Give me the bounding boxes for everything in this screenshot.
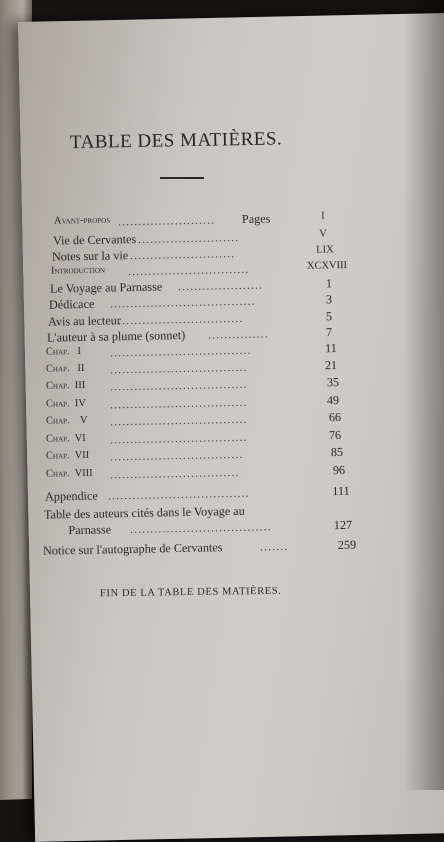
toc-page-number: LIX [316, 244, 334, 256]
toc-page-number: 11 [324, 341, 337, 356]
toc-page-number: 21 [324, 358, 338, 373]
toc-leader-dots: ................................... [129, 519, 272, 536]
toc-page-number: 66 [328, 409, 342, 425]
toc-page-number: 35 [326, 375, 340, 390]
toc-page-number: 7 [325, 325, 333, 340]
page-title: TABLE DES MATIÈRES. [69, 128, 283, 154]
toc-leader-dots: .......................... [129, 246, 236, 263]
toc-page-number: I [321, 210, 325, 222]
toc-page-number: V [319, 228, 327, 240]
toc-leader-dots: ............................... [117, 310, 244, 328]
toc-page-number: 96 [332, 462, 346, 478]
toc-page-number: 127 [333, 517, 353, 533]
toc-entry-label: Avis au lecteur [47, 313, 122, 329]
toc-entry-label: Chap. VI [45, 432, 86, 445]
toc-leader-dots: ....... [259, 538, 289, 554]
toc-page-number: 76 [328, 427, 342, 443]
toc-leader-dots: ......................... [137, 230, 240, 247]
toc-entry-label: Dédicace [48, 296, 95, 312]
toc-entry-label: Vie de Cervantes [52, 232, 137, 248]
toc-page-number: 259 [337, 537, 357, 552]
toc-leader-dots: ................................. [109, 446, 244, 464]
title-rule [160, 177, 204, 179]
toc-leader-dots: .................................. [109, 394, 248, 412]
toc-entry-label: Le Voyage au Parnasse [49, 279, 163, 296]
toc-entry-label: Chap. II [45, 362, 85, 375]
toc-entry-label: Avant-propos [53, 214, 111, 227]
toc-page-number: 1 [325, 276, 333, 291]
toc-entry-label: Chap. VII [45, 449, 90, 462]
toc-page-number: 3 [325, 292, 333, 307]
toc-entry-label: Appendice [44, 488, 98, 504]
toc-leader-dots: ..................... [177, 277, 264, 294]
toc-entry-label: Notes sur la vie [51, 248, 129, 264]
toc-leader-dots: .................................. [109, 376, 248, 394]
toc-leader-dots: .................................... [109, 293, 256, 311]
toc-entry-label: Notice sur l'autographe de Cervantes [42, 540, 223, 558]
toc-leader-dots: .................................. [109, 411, 248, 429]
toc-page-number: 111 [332, 483, 350, 499]
toc-entry-label: L'auteur à sa plume (sonnet) [46, 327, 186, 345]
toc-entry-label: Introduction [50, 264, 106, 277]
toc-entry-label: Table des auteurs cités dans le Voyage au [43, 503, 245, 522]
toc-leader-dots: ................................... [107, 485, 250, 503]
toc-leader-dots: .................................. [109, 359, 248, 377]
toc-pages-heading: Pages [241, 211, 271, 227]
toc-entry-label: Chap. IV [45, 397, 87, 410]
toc-leader-dots: ........................ [117, 212, 216, 229]
toc-leader-dots: .................................. [109, 429, 248, 447]
toc-entry-label: Chap. III [45, 379, 86, 392]
toc-entry-label: Parnasse [43, 522, 112, 538]
toc-page-number: 5 [325, 309, 333, 324]
toc-page-number: 85 [330, 444, 344, 460]
toc-entry-label: Chap. VIII [45, 467, 93, 480]
toc-leader-dots: .............................. [127, 261, 250, 279]
toc-page-number: XCXVIII [306, 259, 348, 272]
toc-page-number: 49 [326, 393, 340, 408]
toc-leader-dots: ............... [207, 326, 269, 342]
end-note: FIN DE LA TABLE DES MATIÈRES. [99, 585, 282, 600]
toc-leader-dots: ................................ [109, 464, 240, 482]
toc-entry-label: Chap. V [45, 414, 88, 427]
toc-leader-dots: ................................... [109, 342, 252, 360]
toc-entry-label: Chap. I [45, 345, 82, 358]
